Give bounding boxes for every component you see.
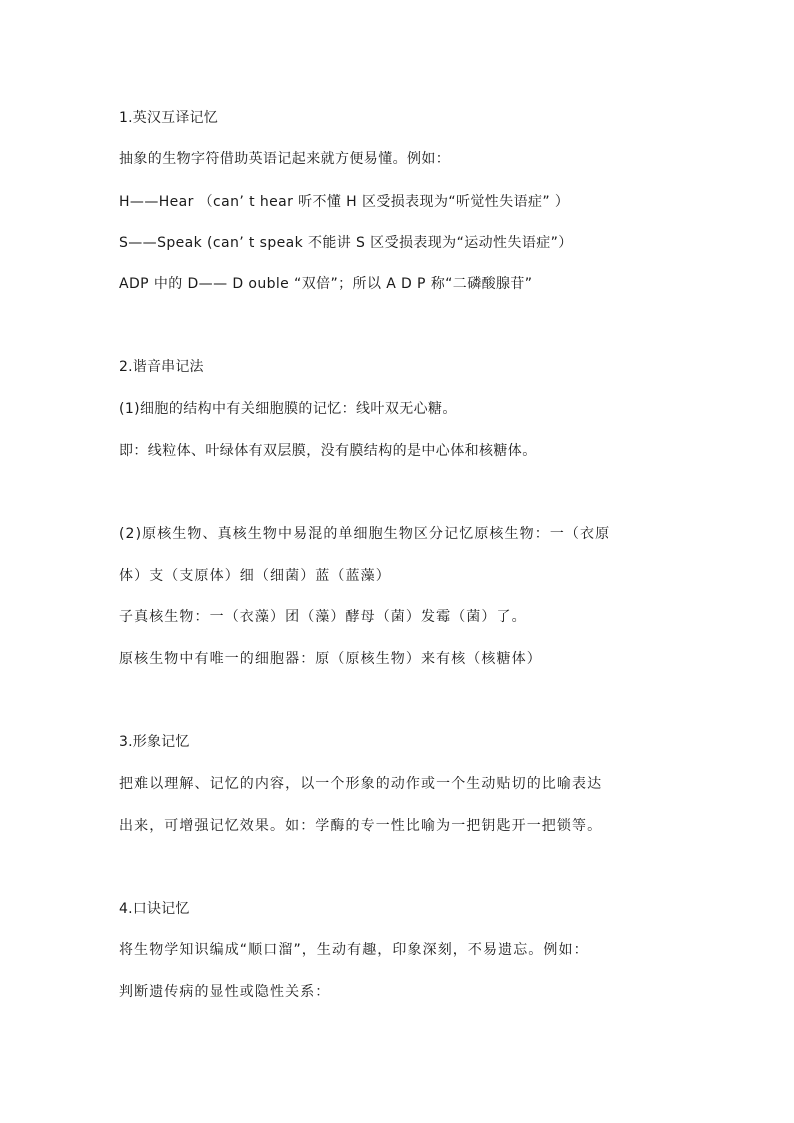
- section-1-line-1: 抽象的生物字符借助英语记起来就方便易懂。例如：: [119, 151, 451, 167]
- section-2-line-3: (2)原核生物、真核生物中易混的单细胞生物区分记忆原核生物：一（衣原: [119, 526, 611, 542]
- section-1-line-2: H——Hear （can’ t hear 听不懂 H 区受损表现为“听觉性失语症” ）: [119, 194, 570, 210]
- section-1-heading: 1.英汉互译记忆: [119, 110, 218, 126]
- section-3-line-1: 把难以理解、记忆的内容，以一个形象的动作或一个生动贴切的比喻表达: [119, 776, 603, 792]
- section-2-heading: 2.谐音串记法: [119, 359, 204, 375]
- section-1-line-4: ADP 中的 D—— D ouble “双倍”；所以 A D P 称“二磷酸腺苷”: [119, 276, 533, 292]
- section-2-line-6: 原核生物中有唯一的细胞器：原（原核生物）来有核（核糖体）: [119, 651, 542, 667]
- section-2-line-2: 即：线粒体、叶绿体有双层膜，没有膜结构的是中心体和核糖体。: [119, 443, 537, 459]
- section-2-line-5: 子真核生物：一（衣藻）团（藻）酵母（菌）发霉（菌）了。: [119, 609, 527, 625]
- section-4-line-1: 将生物学知识编成“顺口溜”，生动有趣，印象深刻，不易遗忘。例如：: [119, 942, 589, 958]
- section-3-heading: 3.形象记忆: [119, 734, 190, 750]
- section-4-line-2: 判断遗传病的显性或隐性关系：: [119, 984, 331, 1000]
- section-2-line-1: (1)细胞的结构中有关细胞膜的记忆：线叶双无心糖。: [119, 401, 457, 417]
- section-2-line-4: 体）支（支原体）细（细菌）蓝（蓝藻）: [119, 568, 391, 584]
- section-4-heading: 4.口诀记忆: [119, 901, 190, 917]
- section-3-line-2: 出来，可增强记忆效果。如：学酶的专一性比喻为一把钥匙开一把锁等。: [119, 818, 603, 834]
- section-1-line-3: S——Speak (can’ t speak 不能讲 S 区受损表现为“运动性失语症”）: [119, 235, 573, 251]
